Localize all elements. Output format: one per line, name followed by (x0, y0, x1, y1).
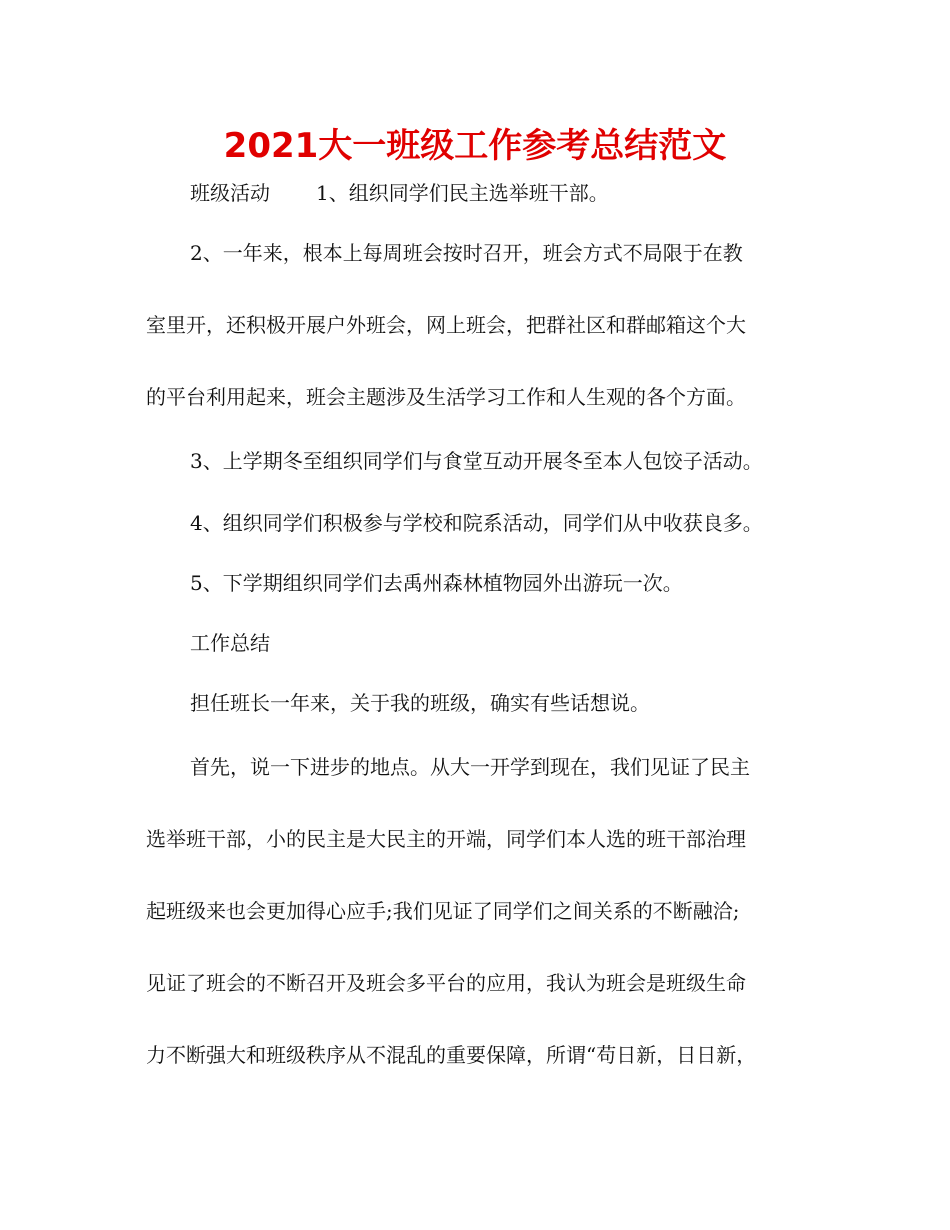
paragraph-line: 起班级来也会更加得心应手;我们见证了同学们之间关系的不断融洽; (146, 899, 740, 923)
paragraph-line: 5、下学期组织同学们去禹州森林植物园外出游玩一次。 (190, 571, 683, 595)
paragraph-line: 首先，说一下进步的地点。从大一开学到现在，我们见证了民主 (190, 755, 750, 779)
paragraph-line-class-activities (190, 178, 609, 208)
paragraph-line: 见证了班会的不断召开及班会多平台的应用，我认为班会是班级生命 (146, 971, 746, 995)
paragraph-line: 4、组织同学们积极参与学校和院系活动，同学们从中收获良多。 (190, 511, 763, 535)
section-heading-work-summary: 工作总结 (190, 631, 270, 655)
paragraph-line: 力不断强大和班级秩序从不混乱的重要保障，所谓“苟日新，日日新， (146, 1043, 757, 1067)
paragraph-line: 的平台利用起来，班会主题涉及生活学习工作和人生观的各个方面。 (146, 385, 746, 409)
paragraph-line: 2、一年来，根本上每周班会按时召开，班会方式不局限于在教 (190, 241, 743, 265)
paragraph-line: 3、上学期冬至组织同学们与食堂互动开展冬至本人包饺子活动。 (190, 449, 763, 473)
paragraph-line: 担任班长一年来，关于我的班级，确实有些话想说。 (190, 691, 650, 715)
paragraph-line: 室里开，还积极开展户外班会，网上班会，把群社区和群邮箱这个大 (146, 313, 746, 337)
section-heading-class-activities: 班级活动 (190, 181, 270, 205)
document-title: 2021大一班级工作参考总结范文 (223, 126, 727, 166)
activity-item-1: 1、组织同学们民主选举班干部。 (316, 181, 609, 205)
paragraph-line: 选举班干部，小的民主是大民主的开端，同学们本人选的班干部治理 (146, 827, 746, 851)
